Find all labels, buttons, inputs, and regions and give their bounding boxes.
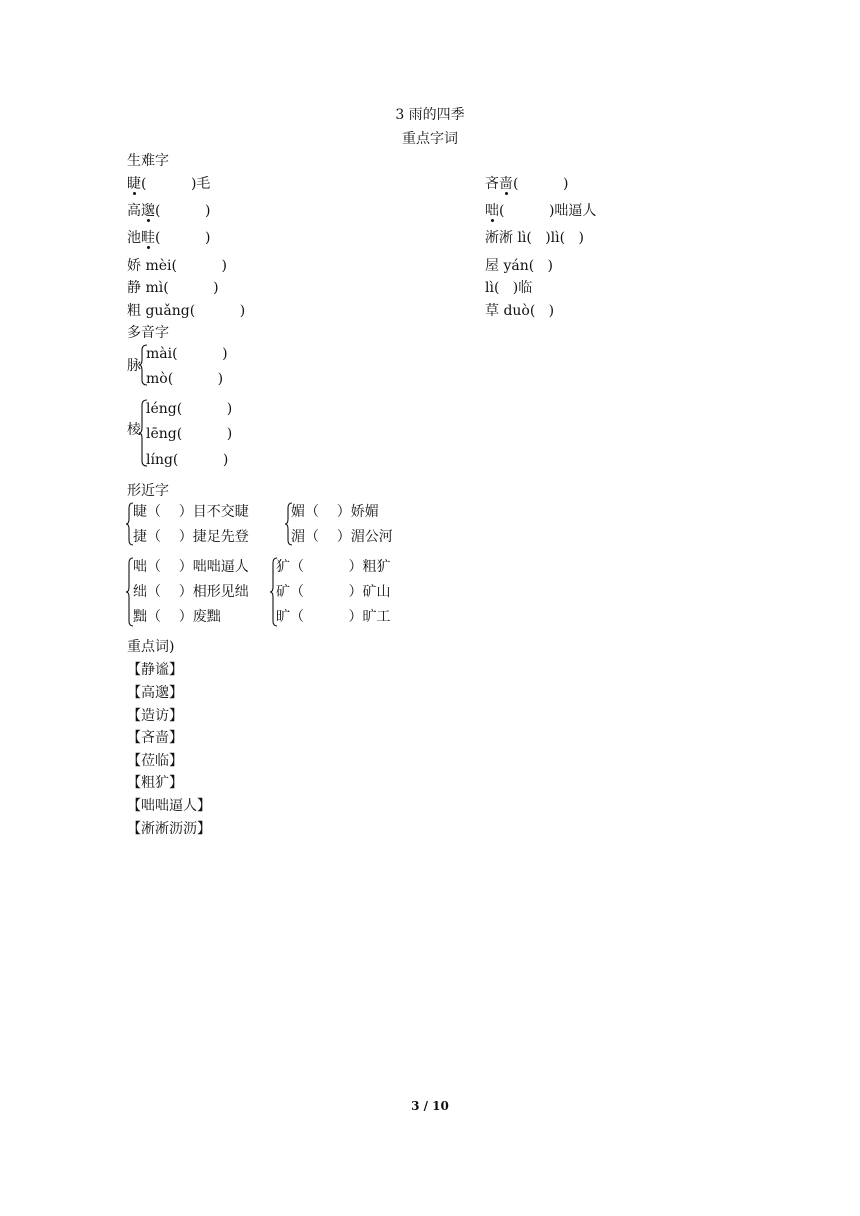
list-item: 静 mì( ) bbox=[127, 280, 219, 296]
list-item: 媚（ ）娇媚 bbox=[291, 504, 379, 520]
list-item: 屋 yán( ) bbox=[485, 258, 553, 274]
section-heading-zhongdianci: 重点词) bbox=[127, 639, 175, 655]
list-item: 绌（ ）相形见绌 bbox=[133, 584, 249, 600]
list-item: 高邈( ) bbox=[127, 203, 211, 219]
list-item: lì( )临 bbox=[485, 280, 533, 296]
list-item: 咄( )咄逼人 bbox=[485, 203, 597, 219]
word-item: 【咄咄逼人】 bbox=[127, 798, 211, 814]
list-item: 旷（ ）旷工 bbox=[276, 609, 391, 625]
list-item: 睫( )毛 bbox=[127, 176, 211, 192]
list-item: lēng( ) bbox=[146, 426, 233, 442]
section-heading-shengnan: 生难字 bbox=[127, 153, 169, 169]
word-item: 【粗犷】 bbox=[127, 775, 183, 791]
section-heading-xingjin: 形近字 bbox=[127, 483, 169, 499]
list-item: 淅淅 lì( )lì( ) bbox=[485, 230, 584, 246]
list-item: mò( ) bbox=[146, 371, 224, 387]
polyphone-char-leng: 棱 bbox=[127, 422, 141, 438]
list-item: mài( ) bbox=[146, 346, 228, 362]
word-item: 【静谧】 bbox=[127, 662, 183, 678]
page-subtitle: 重点字词 bbox=[402, 131, 458, 147]
list-item: 犷（ ）粗犷 bbox=[276, 559, 391, 575]
list-item: 吝啬( ) bbox=[485, 176, 569, 192]
list-item: 草 duò( ) bbox=[485, 303, 555, 319]
page-title: 3 雨的四季 bbox=[395, 107, 465, 123]
section-heading-duoyin: 多音字 bbox=[127, 325, 169, 341]
word-item: 【淅淅沥沥】 bbox=[127, 821, 211, 837]
word-item: 【吝啬】 bbox=[127, 730, 183, 746]
polyphone-char-mai: 脉 bbox=[127, 358, 141, 374]
list-item: 矿（ ）矿山 bbox=[276, 584, 391, 600]
word-item: 【莅临】 bbox=[127, 753, 183, 769]
list-item: 捷（ ）捷足先登 bbox=[133, 529, 249, 545]
list-item: líng( ) bbox=[146, 452, 229, 468]
list-item: 池畦( ) bbox=[127, 230, 211, 246]
word-item: 【造访】 bbox=[127, 708, 183, 724]
list-item: léng( ) bbox=[146, 401, 233, 417]
list-item: 黜（ ）废黜 bbox=[133, 609, 221, 625]
list-item: 娇 mèi( ) bbox=[127, 258, 227, 274]
list-item: 粗 guǎng( ) bbox=[127, 303, 246, 319]
list-item: 咄（ ）咄咄逼人 bbox=[133, 559, 249, 575]
list-item: 睫（ ）目不交睫 bbox=[133, 504, 249, 520]
page-number: 3 / 10 bbox=[411, 1099, 449, 1113]
word-item: 【高邈】 bbox=[127, 685, 183, 701]
list-item: 湄（ ）湄公河 bbox=[291, 529, 393, 545]
